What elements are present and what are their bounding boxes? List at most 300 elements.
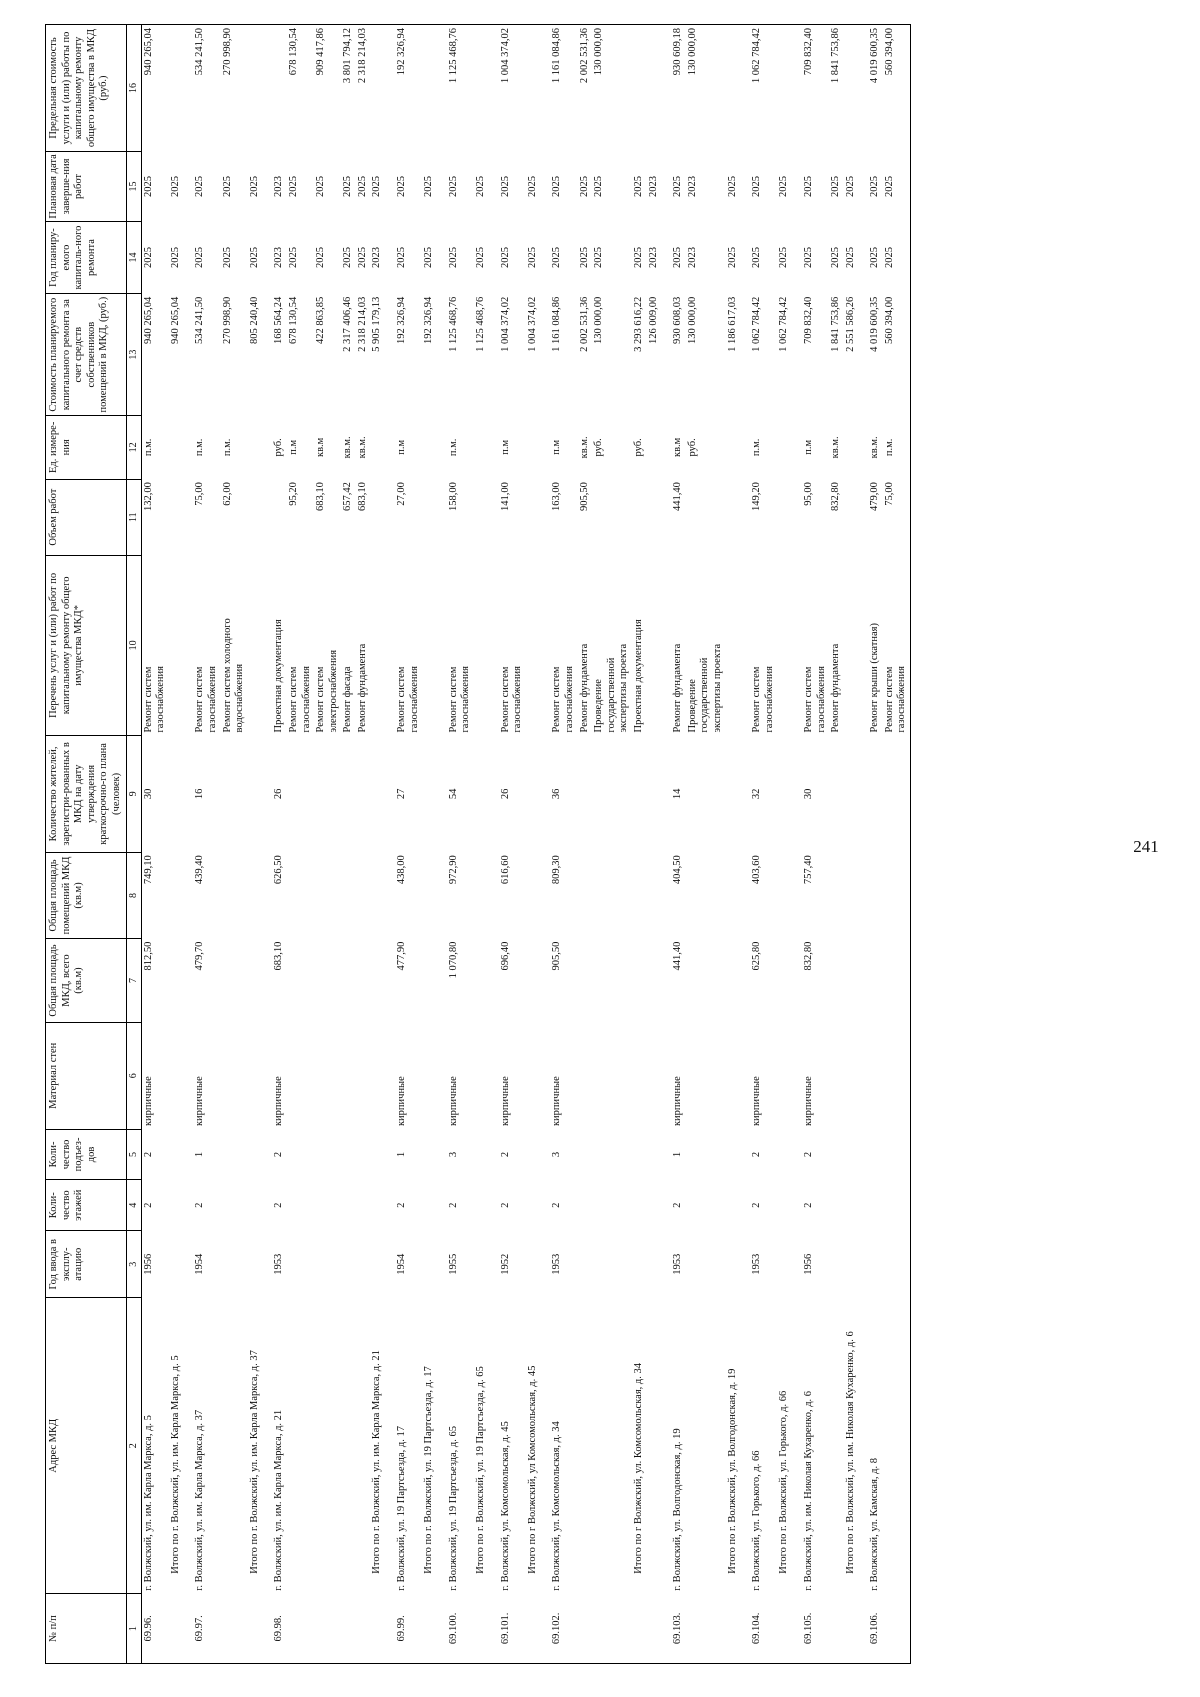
cell-premises-area	[474, 852, 489, 938]
cell-limit-cost: 2 002 531,36	[578, 25, 593, 152]
cell-wall-material: кирпичные	[551, 1076, 563, 1127]
cell-unit: п.м.	[194, 438, 206, 457]
cell-address	[829, 1298, 844, 1594]
cell-limit-cost: 3 801 794,12	[341, 25, 356, 152]
cell-unit: руб.	[632, 438, 644, 457]
cell-row-number	[248, 1594, 263, 1664]
cell-work-type: Ремонт систем газоснабжения	[751, 666, 775, 733]
cell-planned-year: 2025	[869, 247, 881, 269]
cell-unit	[474, 416, 489, 479]
cell-resident-count	[248, 736, 263, 853]
cell-work-volume	[686, 479, 726, 555]
cell-premises-area	[169, 852, 184, 938]
table-row	[341, 25, 356, 1664]
cell-commission-year: 1953	[273, 1253, 285, 1275]
cell-resident-count	[578, 736, 593, 853]
row-spacer	[183, 25, 193, 1664]
cell-premises-area	[341, 852, 356, 938]
cell-limit-cost	[726, 25, 741, 152]
cell-limit-cost	[777, 25, 792, 152]
total-row	[632, 25, 647, 1664]
table-row	[671, 25, 686, 1664]
cell-commission-year: 1955	[447, 1253, 459, 1275]
cell-planned-cost: 4 019 600,35	[869, 296, 881, 352]
cell-planned-cost: 192 326,94	[396, 296, 408, 344]
cell-planned-cost: 2 002 531,36	[578, 296, 590, 352]
cell-resident-count	[868, 736, 883, 853]
cell-entrance-count	[686, 1129, 726, 1180]
cell-work-volume	[370, 479, 385, 555]
cell-unit: кв.м	[672, 437, 684, 457]
cell-unit	[422, 416, 437, 479]
table-row	[550, 25, 577, 1664]
cell-wall-material	[314, 1022, 341, 1129]
cell-planned-year: 2025	[802, 247, 814, 269]
cell-floor-count	[829, 1180, 844, 1231]
cell-work-type: Проведение государственной экспертизы проекта	[686, 643, 723, 733]
cell-work-volume	[474, 479, 489, 555]
cell-planned-cost: 940 265,04	[169, 296, 181, 344]
col-number: 12	[126, 416, 141, 479]
cell-floor-count: 2	[551, 1202, 563, 1208]
cell-address	[883, 1298, 911, 1594]
cell-address	[314, 1298, 341, 1594]
cell-premises-area: 404,50	[672, 855, 684, 885]
table-row	[272, 25, 287, 1664]
cell-limit-cost	[169, 25, 184, 152]
total-row	[526, 25, 541, 1664]
cell-work-type	[777, 555, 792, 735]
cell-planned-year: 2025	[396, 247, 408, 269]
cell-commission-year	[526, 1231, 541, 1298]
cell-total-area: 905,50	[551, 941, 563, 971]
cell-resident-count	[829, 736, 844, 853]
cell-resident-count	[777, 736, 792, 853]
cell-floor-count	[169, 1180, 184, 1231]
table-row	[802, 25, 829, 1664]
cell-work-type: Проектная документация	[273, 619, 285, 733]
col-number: 4	[126, 1180, 141, 1231]
cell-commission-year	[868, 1231, 883, 1298]
cell-wall-material	[287, 1022, 314, 1129]
cell-address: Итого по г. Волжский, ул. им. Карла Маркса, д. 5	[169, 1355, 181, 1574]
row-spacer	[740, 25, 750, 1664]
cell-wall-material	[578, 1022, 593, 1129]
cell-entrance-count: 3	[551, 1151, 563, 1158]
cell-planned-cost: 168 564,24	[273, 296, 285, 344]
cell-unit	[844, 416, 859, 479]
cell-resident-count	[314, 736, 341, 853]
cell-planned-year: 2025	[248, 247, 260, 269]
cell-resident-count	[341, 736, 356, 853]
cell-total-area: 812,50	[142, 941, 154, 971]
repair-plan-table	[45, 24, 911, 1664]
cell-unit: кв.м.	[342, 436, 354, 459]
cell-wall-material	[829, 1022, 844, 1129]
cell-commission-year: 1956	[142, 1253, 154, 1275]
cell-row-number	[686, 1594, 726, 1664]
total-row	[370, 25, 385, 1664]
cell-address: г. Волжский, ул. Комсомольская, д. 45	[499, 1421, 511, 1591]
table-row	[686, 25, 726, 1664]
header-row	[46, 25, 127, 1664]
cell-completion-year: 2025	[315, 175, 327, 197]
cell-floor-count	[632, 1180, 647, 1231]
cell-planned-cost: 130 000,00	[593, 296, 605, 344]
cell-floor-count: 2	[751, 1202, 763, 1208]
table-row	[592, 25, 632, 1664]
table-row	[829, 25, 844, 1664]
cell-planned-year: 2025	[751, 247, 763, 269]
cell-work-type: Ремонт крыши (скатная)	[869, 622, 881, 733]
cell-work-type: Ремонт фундамента	[578, 643, 590, 733]
cell-entrance-count	[169, 1129, 184, 1180]
cell-address: г. Волжский, ул. 19 Партсъезда, д. 17	[396, 1425, 408, 1591]
cell-resident-count: 27	[396, 788, 408, 800]
cell-planned-year: 2025	[593, 247, 605, 269]
col-header: Плановая дата заверше-ния работ	[46, 152, 127, 222]
cell-planned-cost: 270 998,90	[221, 296, 233, 344]
cell-commission-year	[341, 1231, 356, 1298]
cell-unit: п.м	[802, 439, 814, 455]
cell-resident-count	[526, 736, 541, 853]
cell-total-area: 696,40	[499, 941, 511, 971]
cell-row-number: 69.98.	[272, 1594, 287, 1664]
cell-completion-year: 2025	[447, 175, 459, 197]
cell-work-type: Ремонт систем газоснабжения	[142, 666, 167, 733]
cell-completion-year: 2025	[371, 175, 383, 197]
cell-commission-year: 1956	[802, 1253, 814, 1275]
col-header: Количество жителей, зарегистри-рованных в МКД на дату утверждения краткосрочно-го плана (человек)	[46, 736, 127, 853]
cell-wall-material: кирпичные	[273, 1076, 285, 1127]
cell-resident-count: 26	[499, 788, 511, 800]
cell-commission-year	[248, 1231, 263, 1298]
cell-floor-count	[868, 1180, 883, 1231]
cell-commission-year: 1953	[672, 1253, 684, 1275]
cell-premises-area	[829, 852, 844, 938]
cell-completion-year: 2023	[647, 175, 659, 197]
cell-wall-material: кирпичные	[672, 1076, 684, 1127]
cell-wall-material	[474, 1022, 489, 1129]
cell-completion-year: 2025	[726, 175, 738, 197]
cell-premises-area	[248, 852, 263, 938]
col-header: Общая площадь помещений МКД (кв.м)	[46, 852, 127, 938]
cell-limit-cost: 1 062 784,42	[750, 25, 777, 152]
cell-wall-material	[592, 1022, 632, 1129]
cell-entrance-count	[883, 1129, 911, 1180]
cell-work-type: Ремонт систем газоснабжения	[396, 666, 420, 733]
table-row	[868, 25, 883, 1664]
cell-work-type: Ремонт систем газоснабжения	[499, 666, 524, 733]
cell-planned-cost: 2 318 214,03	[356, 296, 368, 352]
cell-address: г. Волжский, ул. им. Николая Кухаренко, д. 6	[802, 1390, 814, 1591]
cell-limit-cost	[526, 25, 541, 152]
cell-row-number: 69.106.	[868, 1594, 883, 1664]
table-row	[287, 25, 314, 1664]
cell-entrance-count	[844, 1129, 859, 1180]
cell-planned-year: 2023	[686, 247, 698, 269]
cell-address: Итого по г. Волжский, ул. 19 Партсъезда, д. 65	[475, 1366, 487, 1574]
row-spacer-cell	[385, 25, 395, 1664]
cell-work-volume	[647, 479, 662, 555]
cell-total-area: 477,90	[396, 941, 408, 971]
cell-completion-year: 2025	[475, 175, 487, 197]
cell-entrance-count	[578, 1129, 593, 1180]
cell-completion-year: 2025	[802, 175, 814, 197]
cell-planned-cost: 805 240,40	[248, 296, 260, 344]
cell-floor-count	[341, 1180, 356, 1231]
cell-commission-year	[370, 1231, 385, 1298]
cell-floor-count: 2	[499, 1202, 511, 1208]
cell-total-area	[474, 939, 489, 1023]
cell-floor-count	[370, 1180, 385, 1231]
col-number: 2	[126, 1298, 141, 1594]
cell-address: г. Волжский, ул. Камская, д. 8	[869, 1458, 881, 1591]
cell-limit-cost	[647, 25, 662, 152]
cell-total-area	[844, 939, 859, 1023]
cell-commission-year	[287, 1231, 314, 1298]
cell-entrance-count	[221, 1129, 248, 1180]
cell-planned-year: 2025	[423, 247, 435, 269]
cell-commission-year	[632, 1231, 647, 1298]
cell-unit: п.м.	[751, 438, 763, 457]
cell-wall-material	[370, 1022, 385, 1129]
row-spacer	[385, 25, 395, 1664]
cell-planned-cost: 940 265,04	[142, 296, 154, 344]
cell-commission-year: 1954	[194, 1253, 206, 1275]
cell-resident-count	[422, 736, 437, 853]
cell-work-volume	[844, 479, 859, 555]
cell-address: Итого по г Волжский, ул Комсомольская, д. 45	[526, 1365, 538, 1574]
col-number: 5	[126, 1129, 141, 1180]
cell-work-volume: 479,00	[869, 482, 881, 511]
cell-floor-count: 2	[447, 1202, 459, 1208]
col-header: Коли-чество этажей	[46, 1180, 127, 1231]
cell-unit: п.м.	[221, 438, 233, 457]
cell-resident-count: 30	[142, 788, 154, 800]
cell-wall-material	[844, 1022, 859, 1129]
cell-premises-area: 626,50	[273, 855, 285, 885]
cell-planned-cost: 130 000,00	[686, 296, 698, 344]
cell-wall-material	[221, 1022, 248, 1129]
table-row	[395, 25, 422, 1664]
cell-planned-year: 2025	[356, 247, 368, 269]
cell-work-volume: 75,00	[194, 482, 206, 506]
cell-resident-count	[686, 736, 726, 853]
cell-completion-year: 2025	[672, 175, 684, 197]
cell-floor-count: 2	[396, 1202, 408, 1208]
cell-planned-cost: 2 551 586,26	[844, 296, 856, 352]
cell-resident-count: 54	[447, 788, 459, 800]
cell-address: г. Волжский, ул. им. Карла Маркса, д. 5	[142, 1415, 154, 1591]
cell-entrance-count: 1	[672, 1151, 684, 1158]
cell-planned-cost: 2 317 406,46	[342, 296, 354, 352]
cell-work-volume: 95,00	[802, 482, 814, 506]
cell-total-area	[578, 939, 593, 1023]
cell-completion-year: 2025	[883, 152, 911, 222]
cell-resident-count	[221, 736, 248, 853]
cell-entrance-count: 2	[751, 1151, 763, 1158]
cell-completion-year: 2025	[551, 175, 563, 197]
cell-entrance-count: 1	[396, 1151, 408, 1158]
col-number: 9	[126, 736, 141, 853]
cell-work-volume: 683,10	[315, 482, 327, 511]
cell-premises-area	[726, 852, 741, 938]
cell-total-area	[592, 939, 632, 1023]
cell-planned-cost: 422 863,85	[315, 296, 327, 344]
cell-limit-cost	[422, 25, 437, 152]
cell-total-area	[356, 939, 371, 1023]
cell-work-type: Ремонт систем газоснабжения	[551, 666, 575, 733]
cell-address: г. Волжский, ул. им. Карла Маркса, д. 21	[273, 1409, 285, 1591]
cell-limit-cost: 1 841 753,86	[829, 25, 844, 152]
cell-row-number	[169, 1594, 184, 1664]
cell-address	[287, 1298, 314, 1594]
cell-limit-cost: 709 832,40	[802, 25, 829, 152]
cell-commission-year: 1952	[499, 1253, 511, 1275]
total-row	[726, 25, 741, 1664]
cell-row-number	[474, 1594, 489, 1664]
cell-limit-cost	[474, 25, 489, 152]
cell-wall-material	[868, 1022, 883, 1129]
cell-commission-year	[221, 1231, 248, 1298]
cell-floor-count: 2	[194, 1202, 206, 1208]
cell-planned-cost: 5 905 179,13	[371, 296, 383, 352]
cell-planned-cost: 1 062 784,42	[778, 296, 790, 352]
cell-total-area: 625,80	[751, 941, 763, 971]
cell-unit: кв.м	[315, 437, 327, 457]
cell-wall-material: кирпичные	[396, 1076, 408, 1127]
row-spacer	[661, 25, 671, 1664]
row-spacer-cell	[661, 25, 671, 1664]
col-number: 6	[126, 1022, 141, 1129]
cell-resident-count	[647, 736, 662, 853]
cell-address	[221, 1298, 248, 1594]
cell-limit-cost	[370, 25, 385, 152]
cell-floor-count	[474, 1180, 489, 1231]
cell-row-number	[356, 1594, 371, 1664]
cell-premises-area: 439,40	[194, 855, 206, 885]
cell-wall-material: кирпичные	[142, 1076, 154, 1127]
cell-address: Итого по г. Волжский, ул. им. Карла Маркса, д. 21	[371, 1350, 383, 1574]
cell-work-type	[844, 555, 859, 735]
cell-entrance-count: 3	[447, 1151, 459, 1158]
cell-work-volume	[592, 479, 632, 555]
cell-commission-year: 1954	[396, 1253, 408, 1275]
cell-address: г. Волжский, ул. 19 Партсъезда, д. 65	[447, 1425, 459, 1591]
cell-address: Итого по г. Волжский, ул. им. Карла Маркса, д. 37	[248, 1350, 260, 1574]
cell-wall-material	[341, 1022, 356, 1129]
cell-planned-cost: 709 832,40	[802, 296, 814, 344]
cell-premises-area: 403,60	[751, 855, 763, 885]
row-spacer-cell	[858, 25, 868, 1664]
table-row	[356, 25, 371, 1664]
cell-planned-year: 2025	[169, 247, 181, 269]
cell-work-volume	[422, 479, 437, 555]
cell-work-type: Ремонт систем газоснабжения	[802, 666, 827, 733]
cell-total-area	[341, 939, 356, 1023]
cell-row-number	[883, 1594, 911, 1664]
table-row	[221, 25, 248, 1664]
cell-commission-year	[844, 1231, 859, 1298]
cell-limit-cost: 2 318 214,03	[356, 25, 371, 152]
cell-wall-material	[169, 1022, 184, 1129]
cell-premises-area: 757,40	[802, 855, 814, 885]
cell-planned-cost: 1 125 468,76	[475, 296, 487, 352]
cell-planned-year: 2025	[194, 247, 206, 269]
cell-total-area	[883, 939, 911, 1023]
cell-total-area	[169, 939, 184, 1023]
cell-premises-area	[356, 852, 371, 938]
cell-entrance-count: 2	[802, 1151, 814, 1158]
cell-work-volume: 141,00	[499, 482, 511, 511]
cell-floor-count	[526, 1180, 541, 1231]
cell-work-type: Ремонт систем газоснабжения	[447, 666, 472, 733]
row-spacer	[858, 25, 868, 1664]
cell-wall-material	[248, 1022, 263, 1129]
cell-planned-year: 2025	[726, 247, 738, 269]
cell-commission-year	[169, 1231, 184, 1298]
cell-work-type	[526, 555, 541, 735]
cell-commission-year	[356, 1231, 371, 1298]
table-row	[647, 25, 662, 1664]
cell-premises-area	[686, 852, 726, 938]
cell-unit: п.м	[396, 439, 408, 455]
cell-work-type: Ремонт фундамента	[672, 643, 684, 733]
col-header: Коли-чество подъез-дов	[46, 1129, 127, 1180]
table-body	[141, 25, 911, 1664]
cell-work-type	[474, 555, 489, 735]
cell-work-volume	[726, 479, 741, 555]
cell-completion-year: 2025	[869, 175, 881, 197]
cell-work-volume	[272, 479, 287, 555]
cell-address	[578, 1298, 593, 1594]
cell-work-volume: 132,00	[142, 482, 154, 511]
cell-planned-cost: 126 009,00	[647, 296, 659, 344]
cell-resident-count	[370, 736, 385, 853]
cell-commission-year	[883, 1231, 911, 1298]
cell-unit	[777, 416, 792, 479]
cell-row-number: 69.97.	[193, 1594, 220, 1664]
cell-work-volume: 27,00	[396, 482, 408, 506]
cell-entrance-count: 2	[142, 1151, 154, 1158]
table-row	[141, 25, 169, 1664]
cell-wall-material: кирпичные	[447, 1076, 459, 1127]
col-header: Предельная стоимость услуги и (или) работы по капитальному ремонту общего имущества в МКД (руб.)	[46, 25, 127, 152]
cell-wall-material	[777, 1022, 792, 1129]
cell-planned-cost: 1 125 468,76	[447, 296, 459, 352]
cell-entrance-count	[829, 1129, 844, 1180]
cell-address: Итого по г Волжский, ул. Комсомольская, д. 34	[632, 1363, 644, 1574]
cell-work-type: Ремонт систем холодного водоснабжения	[221, 618, 246, 733]
cell-premises-area: 616,60	[499, 855, 511, 885]
cell-row-number	[844, 1594, 859, 1664]
table-row	[193, 25, 220, 1664]
cell-total-area	[829, 939, 844, 1023]
cell-limit-cost: 130 000,00	[686, 25, 726, 152]
cell-work-volume: 683,10	[356, 482, 368, 511]
cell-completion-year: 2025	[778, 175, 790, 197]
cell-planned-cost: 3 293 616,22	[632, 296, 644, 352]
cell-entrance-count	[248, 1129, 263, 1180]
cell-wall-material	[526, 1022, 541, 1129]
cell-total-area	[686, 939, 726, 1023]
cell-planned-year: 2025	[778, 247, 790, 269]
cell-total-area	[422, 939, 437, 1023]
cell-resident-count	[632, 736, 647, 853]
cell-planned-cost: 930 608,03	[672, 296, 684, 344]
cell-address	[592, 1298, 632, 1594]
